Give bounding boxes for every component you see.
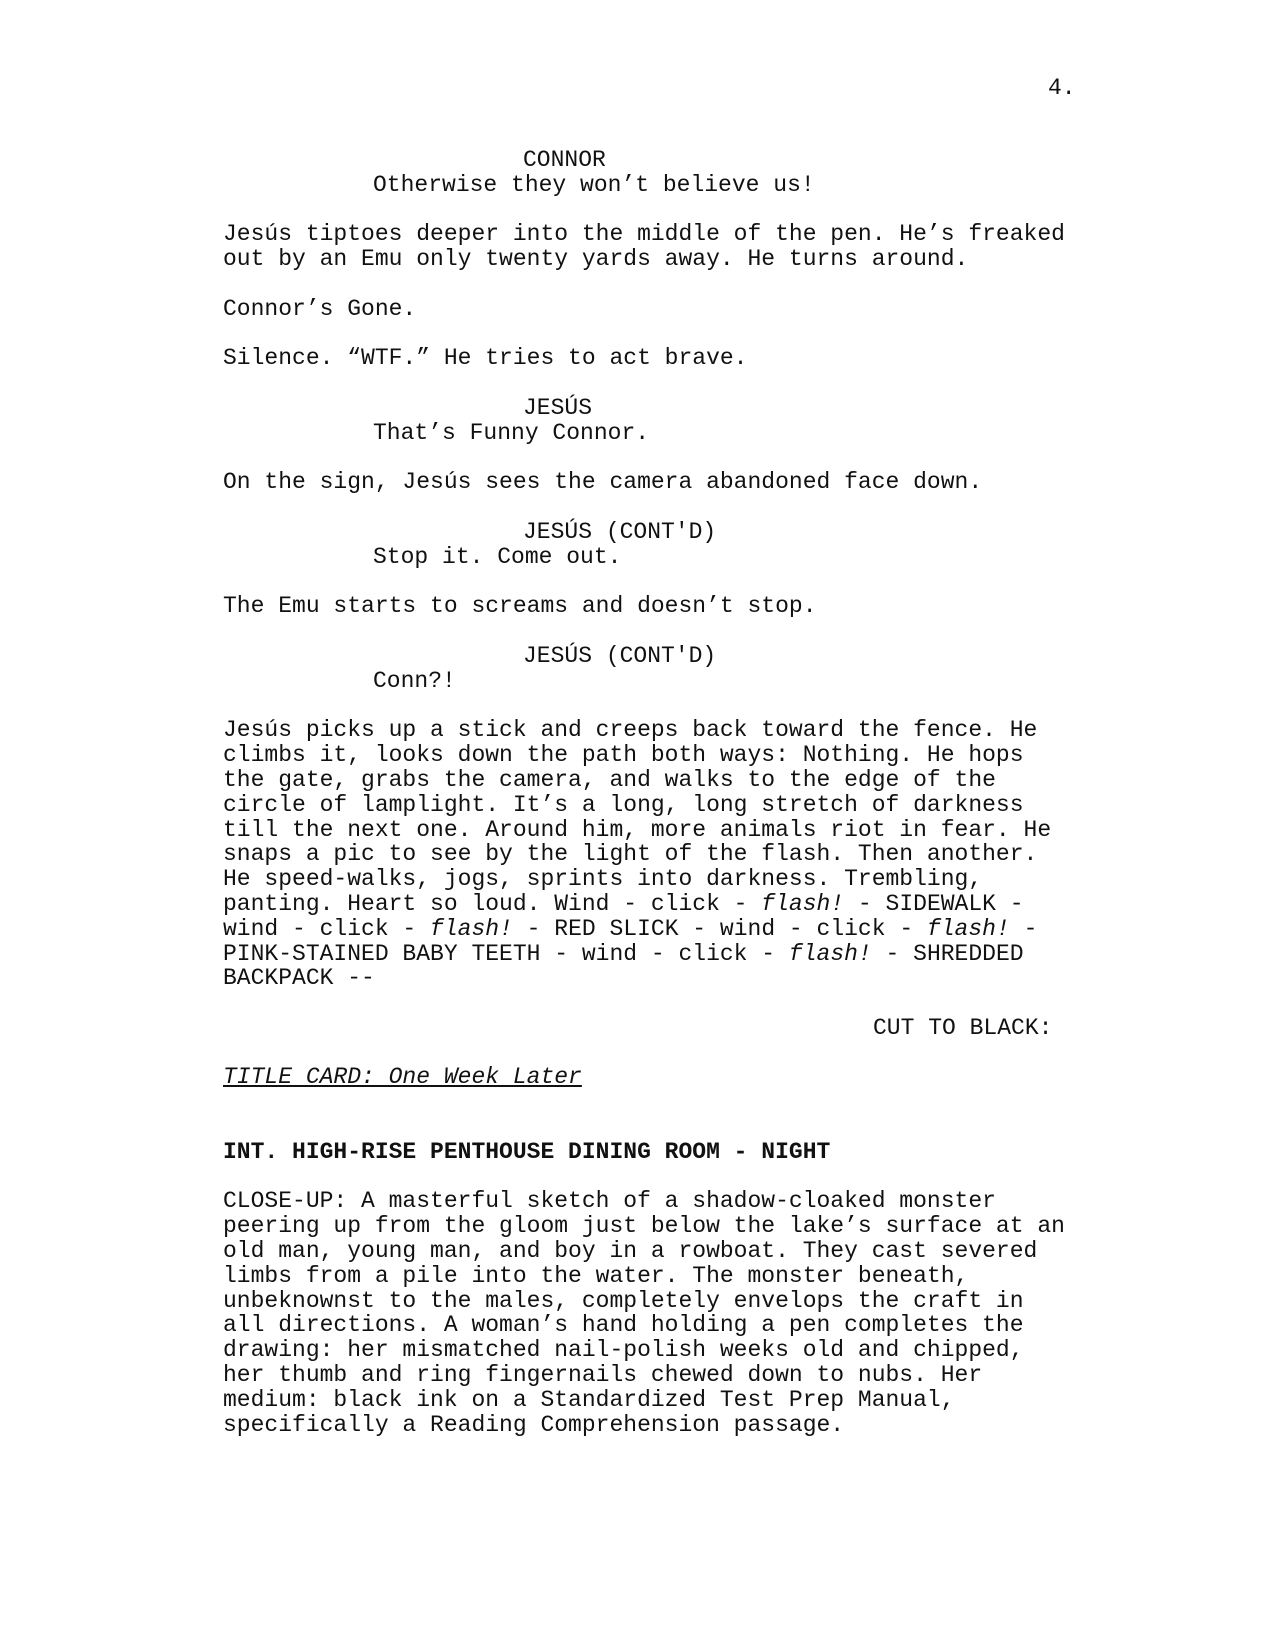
- flash-italic: flash!: [761, 890, 845, 917]
- title-card: TITLE CARD: One Week Later: [223, 1064, 582, 1091]
- flash-italic: flash!: [926, 915, 1010, 942]
- scene-heading: INT. HIGH-RISE PENTHOUSE DINING ROOM - NIGHT: [223, 1138, 831, 1165]
- action-line: The Emu starts to screams and doesn’t stop.: [223, 593, 817, 620]
- character-cue: JESÚS (CONT'D): [523, 518, 717, 545]
- character-cue: JESÚS: [523, 394, 593, 421]
- action-line: Jesús tiptoes deeper into the middle of the pen. He’s freaked: [223, 221, 1065, 248]
- action-line: limbs from a pile into the water. The monster beneath,: [223, 1262, 969, 1289]
- action-line: BACKPACK --: [223, 965, 375, 992]
- action-line: peering up from the gloom just below the lake’s surface at an: [223, 1213, 1065, 1240]
- action-line: till the next one. Around him, more animals riot in fear. He: [223, 816, 1052, 843]
- character-cue: CONNOR: [523, 147, 606, 173]
- action-line: drawing: her mismatched nail-polish weeks old and chipped,: [223, 1337, 1024, 1364]
- action-line: out by an Emu only twenty yards away. He turns around.: [223, 246, 969, 273]
- action-line: specifically a Reading Comprehension passage.: [223, 1411, 845, 1438]
- dialogue: Otherwise they won’t believe us!: [373, 171, 815, 198]
- action-paragraph: [223, 1189, 1153, 1437]
- flash-italic: flash!: [430, 915, 513, 942]
- action-line: snaps a pic to see by the light of the flash. Then another.: [223, 841, 1038, 868]
- action-line: her thumb and ring fingernails chewed down to nubs. Her: [223, 1362, 983, 1389]
- action-line: PINK-STAINED BABY TEETH - wind - click - flash! - SHREDDED: [223, 940, 1024, 967]
- action-line: Jesús picks up a stick and creeps back toward the fence. He: [223, 717, 1038, 744]
- dialogue: Conn?!: [373, 667, 456, 694]
- action-line: circle of lamplight. It’s a long, long stretch of darkness: [223, 791, 1024, 818]
- action-line: He speed-walks, jogs, sprints into darkness. Trembling,: [223, 866, 983, 893]
- flash-italic: flash!: [788, 940, 872, 967]
- dialogue: That’s Funny Connor.: [373, 419, 650, 446]
- page-number: 4.: [1048, 75, 1076, 101]
- transition: CUT TO BLACK:: [873, 1014, 1053, 1041]
- action-line: wind - click - flash! - RED SLICK - wind - click - flash! -: [223, 915, 1038, 942]
- action-line: CLOSE-UP: A masterful sketch of a shadow-cloaked monster: [223, 1188, 996, 1215]
- action-line: panting. Heart so loud. Wind - click - flash! - SIDEWALK -: [223, 890, 1024, 917]
- action-paragraph: [223, 718, 1153, 991]
- action-line: Connor’s Gone.: [223, 295, 417, 322]
- character-cue: JESÚS (CONT'D): [523, 642, 717, 669]
- action-line: unbeknownst to the males, completely envelops the craft in: [223, 1287, 1024, 1314]
- script-body: [223, 148, 1153, 1437]
- action-line: medium: black ink on a Standardized Test Prep Manual,: [223, 1386, 955, 1413]
- action-line: old man, young man, and boy in a rowboat. They cast severed: [223, 1238, 1038, 1265]
- action-line: all directions. A woman’s hand holding a pen completes the: [223, 1312, 1024, 1339]
- action-line: On the sign, Jesús sees the camera abandoned face down.: [223, 469, 983, 496]
- dialogue: Stop it. Come out.: [373, 543, 622, 570]
- action-line: Silence. “WTF.” He tries to act brave.: [223, 345, 748, 372]
- action-line: climbs it, looks down the path both ways: Nothing. He hops: [223, 742, 1024, 769]
- action-line: the gate, grabs the camera, and walks to the edge of the: [223, 766, 996, 793]
